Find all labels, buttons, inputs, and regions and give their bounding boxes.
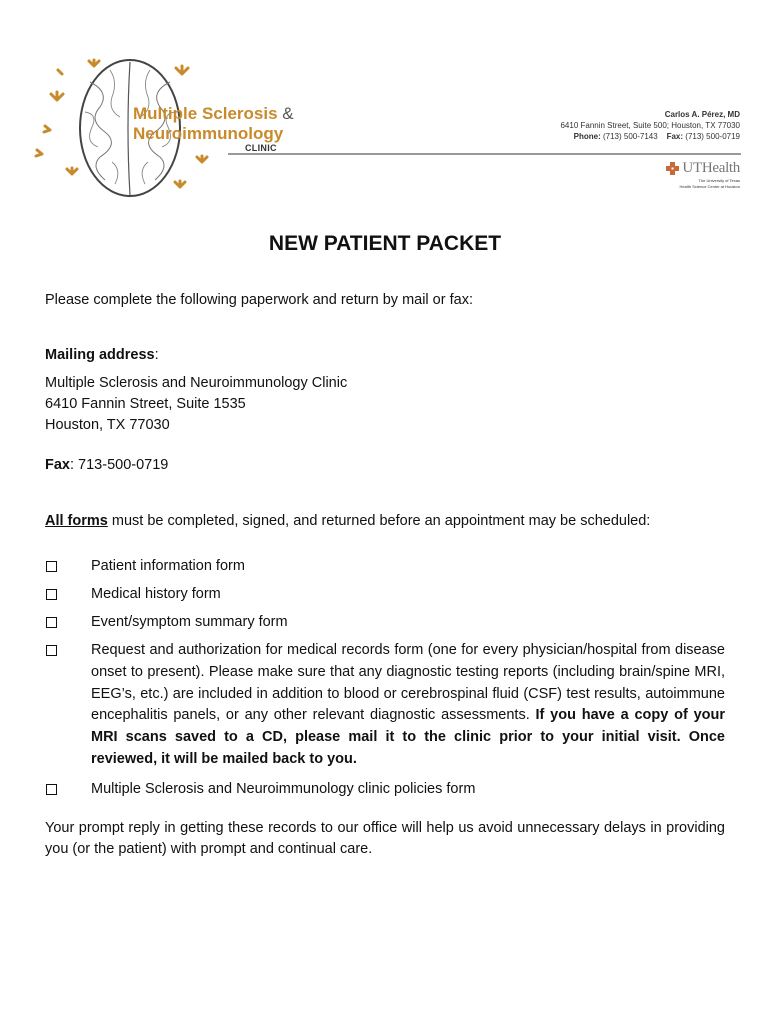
checkbox-patient-info[interactable]	[46, 561, 57, 572]
checklist-item-medical-history: Medical history form	[91, 586, 221, 602]
forms-instruction-text: must be completed, signed, and returned before an appointment may be scheduled:	[107, 513, 651, 529]
fax-value: (713) 500-0719	[685, 132, 740, 141]
fax-label: Fax:	[666, 132, 684, 141]
checkbox-event-summary[interactable]	[46, 617, 57, 628]
intro-text: Please complete the following paperwork and return by mail or fax:	[45, 292, 473, 308]
logo-line2: Neuroimmunology	[133, 124, 284, 143]
fax-heading: Fax	[45, 457, 70, 473]
all-forms-label: All forms	[45, 513, 108, 529]
address-line-2: 6410 Fannin Street, Suite 1535	[45, 396, 246, 412]
mailing-colon: :	[154, 347, 159, 363]
logo-line3: CLINIC	[245, 143, 277, 153]
uthealth-logo	[666, 160, 740, 189]
address-line-3: Houston, TX 77030	[45, 417, 170, 433]
checkbox-records-request[interactable]	[46, 645, 57, 656]
logo-ampersand: &	[282, 104, 294, 123]
checklist-item-patient-info: Patient information form	[91, 558, 245, 574]
clinic-logo-text	[133, 105, 294, 153]
uthealth-sub1: The University of Texas	[698, 178, 740, 183]
mri-cd-note: If you have a copy of your MRI scans saved to a CD, please mail it to the clinic prior to your initial visit. Once reviewed, it will be mailed back to you.	[91, 707, 725, 767]
mailing-label: Mailing address	[45, 347, 155, 363]
phone-label: Phone:	[573, 132, 601, 141]
phone-fax-line	[560, 131, 740, 142]
checklist-item-records-request	[91, 640, 725, 771]
contact-block	[560, 109, 740, 142]
mailing-heading	[45, 345, 159, 366]
checkbox-clinic-policies[interactable]	[46, 784, 57, 795]
uthealth-wordmark: UTHealth	[682, 160, 740, 176]
closing-paragraph: Your prompt reply in getting these records to our office will help us avoid unnecessary delays in providing you (or the patient) with prompt and continual care.	[45, 820, 725, 857]
doctor-name: Carlos A. Pérez, MD	[664, 110, 740, 119]
uthealth-cross-icon	[666, 162, 679, 175]
records-request-text: Request and authorization for medical records form (one for every physician/hospital from disease onset to present). Please make sure that any diagnostic testing reports (including brain/spine MRI, EEG’s, etc.) are included in addition to blood or cerebrospinal fluid (CSF) test results, autoimmune encephalitis panels, or any other relevant diagnostic assessments.	[91, 642, 725, 724]
fax-number: : 713-500-0719	[70, 457, 169, 473]
forms-instruction	[45, 511, 650, 532]
logo-line1: Multiple Sclerosis	[133, 104, 278, 123]
checklist-item-clinic-policies: Multiple Sclerosis and Neuroimmunology clinic policies form	[91, 781, 476, 797]
header-divider	[228, 153, 741, 155]
uthealth-sub2: Health Science Center at Houston	[679, 184, 740, 189]
fax-line	[45, 455, 168, 476]
page-title: NEW PATIENT PACKET	[268, 232, 502, 255]
clinic-address: 6410 Fannin Street, Suite 500; Houston, TX 77030	[560, 121, 740, 130]
phone-value: (713) 500-7143	[602, 132, 658, 141]
checkbox-medical-history[interactable]	[46, 589, 57, 600]
checklist-item-event-summary: Event/symptom summary form	[91, 614, 288, 630]
address-line-1: Multiple Sclerosis and Neuroimmunology Clinic	[45, 375, 348, 391]
